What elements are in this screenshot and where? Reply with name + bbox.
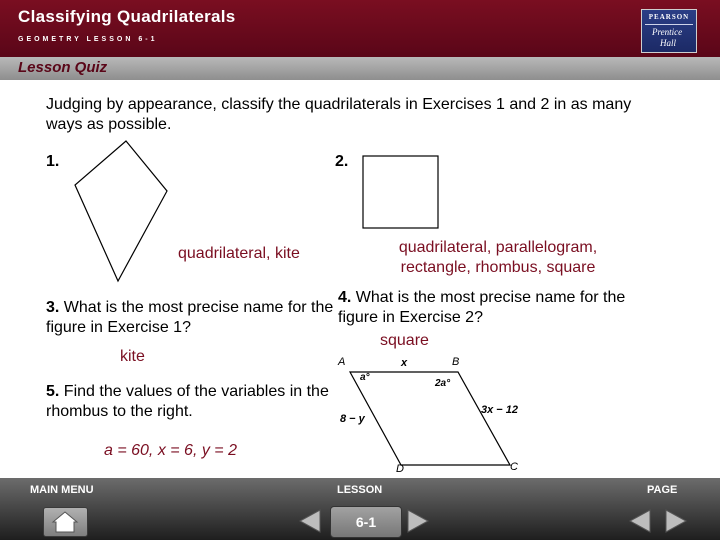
question-3-answer: kite	[120, 348, 145, 365]
lesson-quiz-bar	[0, 57, 720, 80]
header-bar	[0, 0, 720, 57]
vertex-d-label: D	[396, 463, 404, 475]
question-3-text: What is the most precise name for the figure in Exercise 1?	[46, 299, 334, 336]
lesson-prev-button[interactable]	[296, 507, 324, 535]
pearson-logo	[641, 9, 697, 53]
exercise-1-number: 1.	[46, 153, 60, 170]
question-4	[338, 288, 638, 328]
logo-divider	[645, 24, 693, 25]
footer-nav	[0, 478, 720, 540]
question-5	[46, 382, 346, 422]
home-icon	[44, 508, 87, 536]
question-3-number: 3.	[46, 299, 60, 316]
side-x-label: x	[401, 357, 408, 369]
page-label: PAGE	[647, 484, 678, 496]
exercise-2-number: 2.	[335, 153, 349, 170]
question-3	[46, 298, 346, 338]
main-menu-label: MAIN MENU	[30, 484, 94, 496]
rhombus-figure	[330, 350, 540, 478]
side-right-label: 3x − 12	[481, 404, 519, 416]
question-5-answer: a = 60, x = 6, y = 2	[104, 442, 237, 459]
question-5-number: 5.	[46, 383, 60, 400]
lesson-label: LESSON	[337, 484, 383, 496]
vertex-a-label: A	[338, 356, 346, 368]
page-next-button[interactable]	[662, 507, 690, 535]
side-left-label: 8 − y	[340, 413, 365, 425]
exercise-2-answer: quadrilateral, parallelogram, rectangle, rhombus, square	[398, 239, 598, 276]
question-4-number: 4.	[338, 289, 352, 306]
vertex-c-label: C	[510, 461, 518, 473]
kite-figure	[70, 135, 170, 287]
page-title: Classifying Quadrilaterals	[18, 7, 236, 26]
angle-2a-label: 2a°	[435, 378, 451, 389]
vertex-b-label: B	[452, 356, 460, 368]
lesson-number-button[interactable]: 6-1	[330, 506, 402, 538]
question-4-text: What is the most precise name for the figure in Exercise 2?	[338, 289, 626, 326]
logo-line1: Prentice	[652, 27, 683, 37]
exercise-1-answer: quadrilateral, kite	[178, 245, 300, 262]
square-figure	[358, 154, 444, 232]
main-menu-button[interactable]	[43, 507, 88, 537]
logo-top-text: PEARSON	[648, 13, 690, 21]
question-5-text: Find the values of the variables in the rhombus to the right.	[46, 383, 329, 420]
logo-line2: Hall	[660, 38, 677, 48]
intro-text: Judging by appearance, classify the quadrilaterals in Exercises 1 and 2 in as many ways as possible.	[46, 96, 632, 133]
lesson-quiz-label: Lesson Quiz	[18, 59, 108, 76]
lesson-next-button[interactable]	[404, 507, 432, 535]
question-4-answer: square	[380, 332, 429, 349]
page-prev-button[interactable]	[626, 507, 654, 535]
page-subtitle: GEOMETRY LESSON 6-1	[18, 36, 158, 43]
angle-a-label: a°	[360, 372, 370, 383]
